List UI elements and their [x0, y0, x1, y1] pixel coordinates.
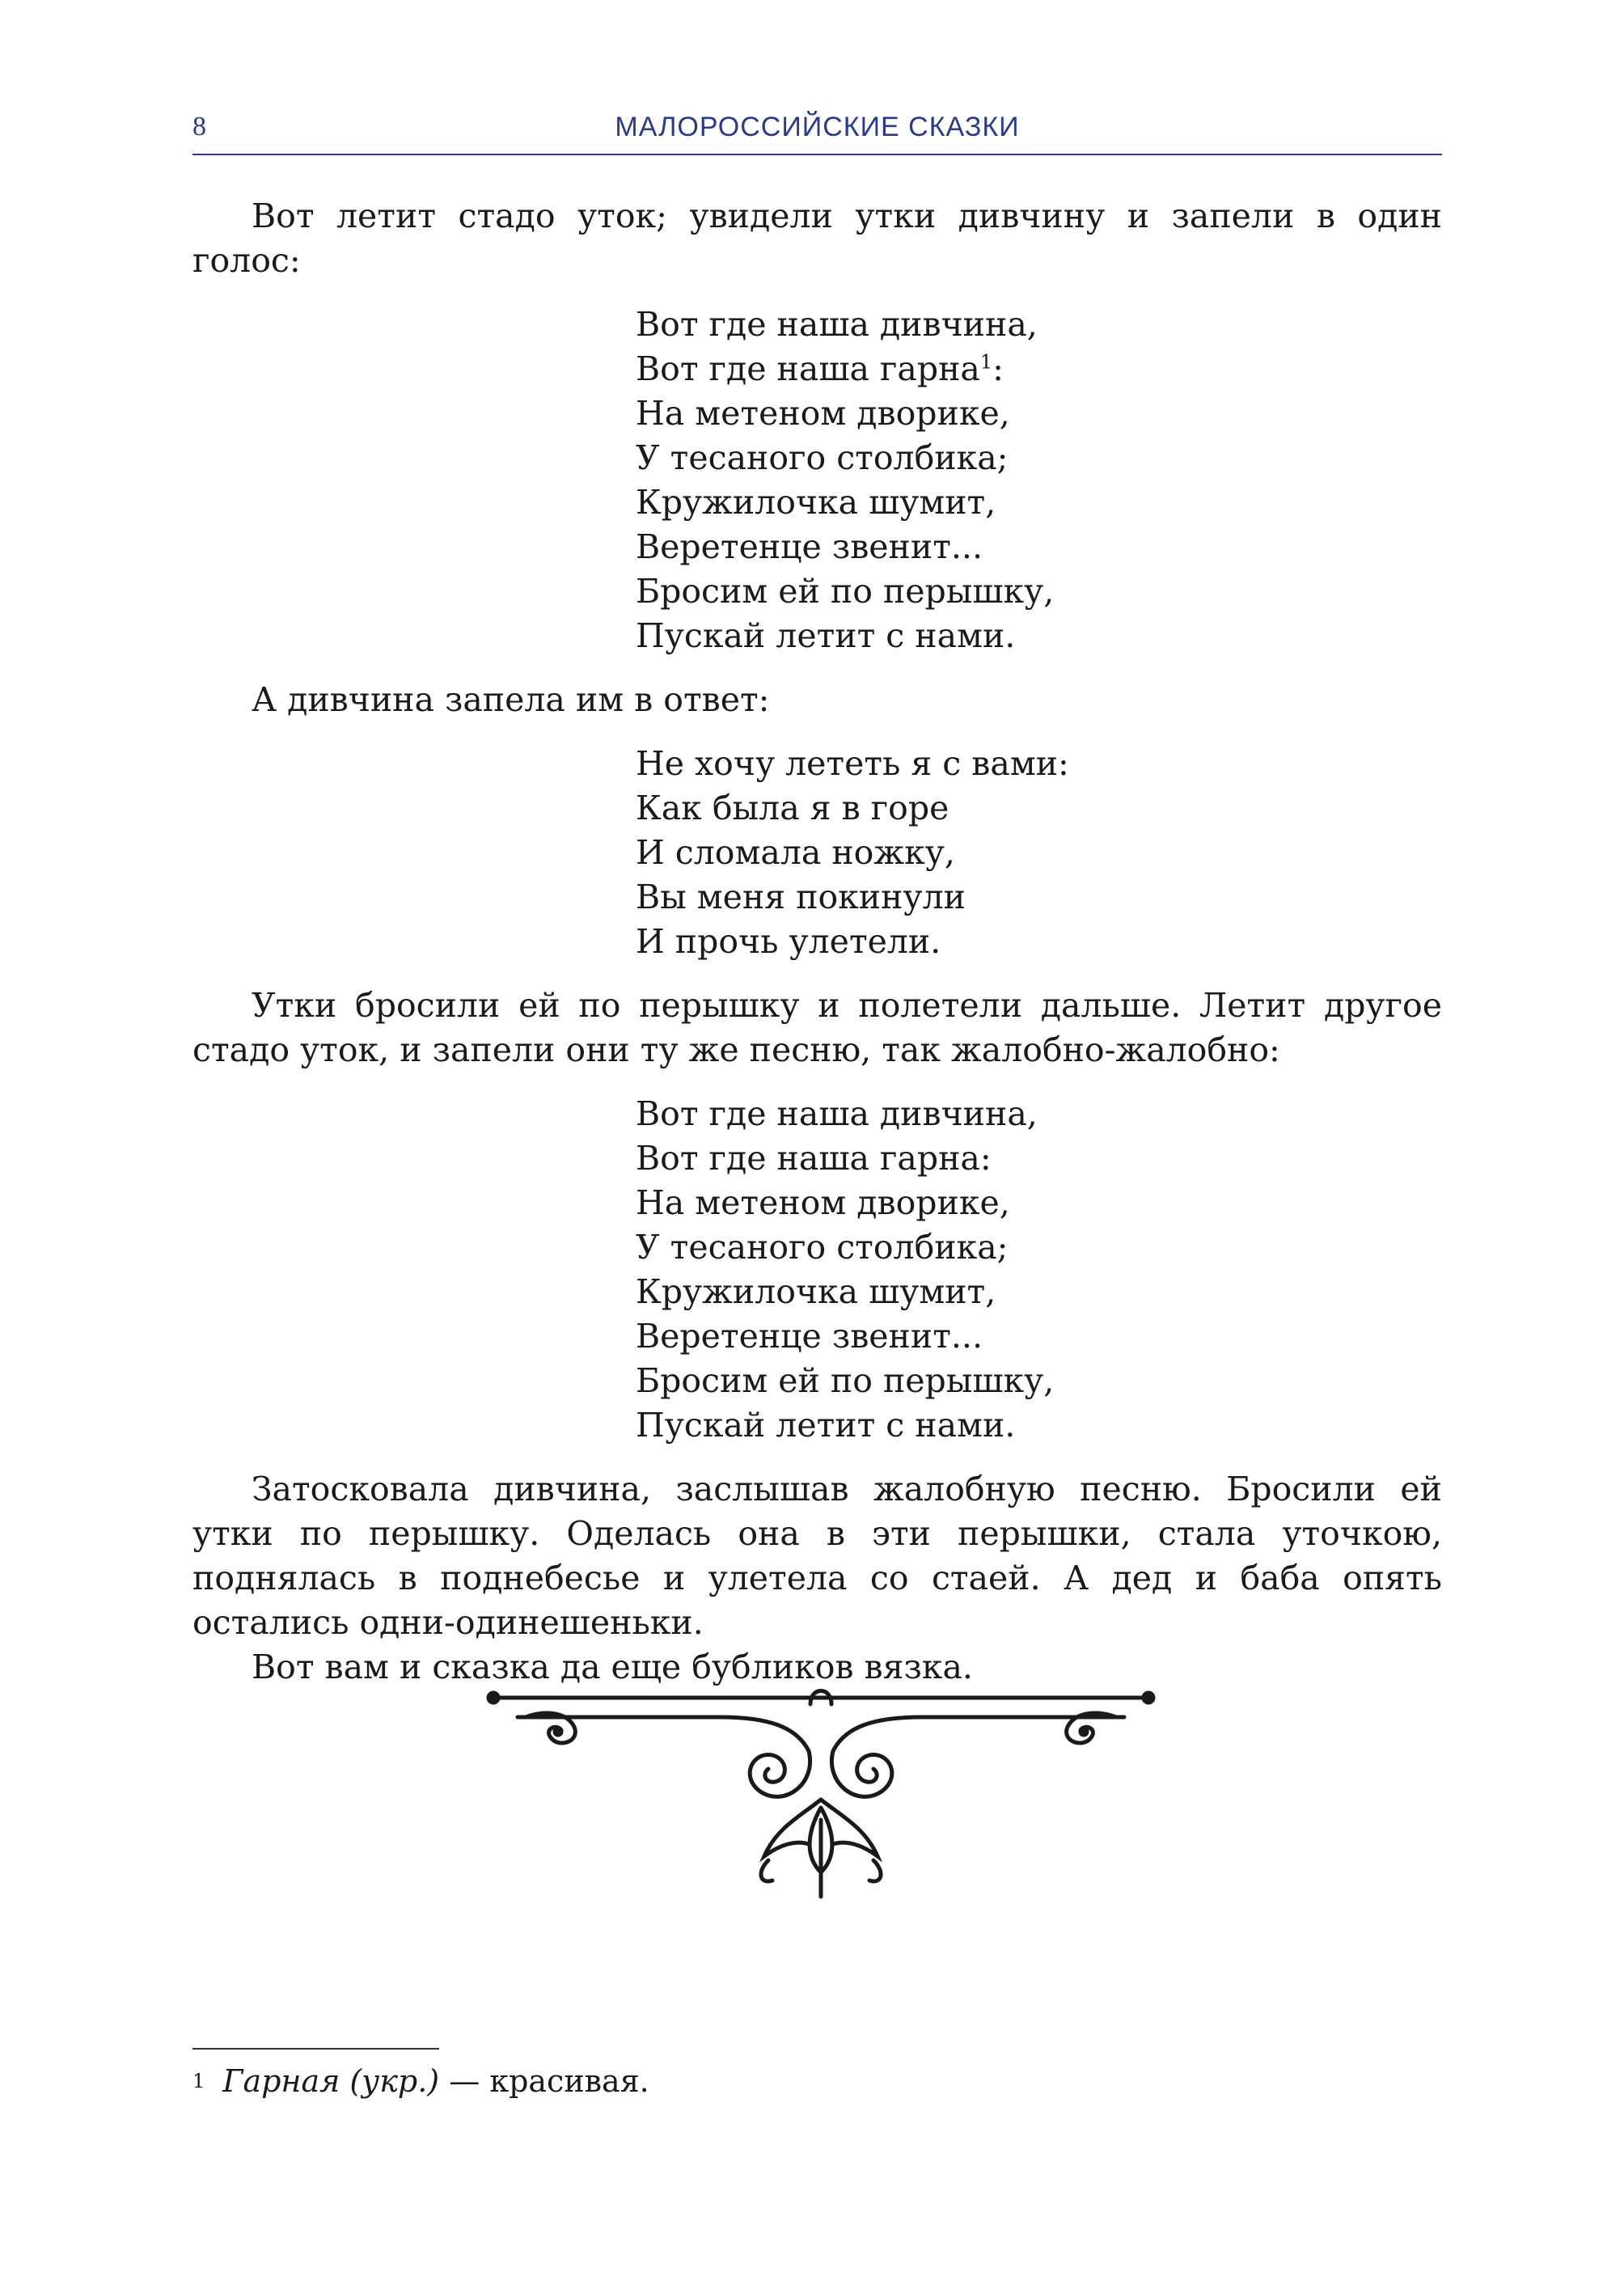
verse-line-punct: :: [992, 349, 1004, 388]
verse-line: Бросим ей по перышку,: [636, 1361, 1055, 1400]
page-number: 8: [192, 112, 206, 142]
verse-line: И сломала ножку,: [636, 833, 955, 872]
page-body: [192, 194, 1442, 1690]
verse-3: [636, 1092, 1442, 1448]
verse-line: Пускай летит с нами.: [636, 1406, 1016, 1445]
verse-line: Не хочу лететь я с вами:: [636, 744, 1069, 783]
verse-line: Вот где наша дивчина,: [636, 1094, 1038, 1133]
verse-1: [636, 302, 1442, 658]
verse-line: [636, 347, 1442, 391]
footnote-term: Гарная (укр.): [222, 2063, 440, 2099]
footnote-text: — красивая.: [449, 2063, 649, 2099]
verse-line: Вот где наша гарна:: [636, 1139, 992, 1178]
verse-line: И прочь улетели.: [636, 922, 941, 961]
verse-line: У тесаного столбика;: [636, 1228, 1009, 1267]
verse-2: [636, 742, 1442, 964]
footnote: [192, 2061, 649, 2101]
verse-line: Пускай летит с нами.: [636, 616, 1016, 655]
ornament-icon: [477, 1678, 1165, 1905]
running-title: МАЛОРОССИЙСКИЕ СКАЗКИ: [615, 112, 1020, 142]
verse-line: На метеном дворике,: [636, 1183, 1010, 1222]
paragraph-1: Вот летит стадо уток; увидели утки дивчину и запели в один голос:: [192, 197, 1442, 280]
footnote-reference[interactable]: 1: [979, 350, 993, 374]
running-header: [192, 112, 1442, 155]
verse-line: Веретенце звенит...: [636, 527, 983, 566]
verse-line: На метеном дворике,: [636, 394, 1010, 433]
verse-line: Вот где наша дивчина,: [636, 305, 1038, 344]
paragraph-3: Утки бросили ей по перышку и полетели дальше. Летит другое стадо уток, и запели они ту же песню, так жалобно-жалобно:: [192, 986, 1442, 1069]
verse-line-text: Вот где наша гарна: [636, 349, 980, 388]
footnote-mark: 1: [192, 2070, 205, 2092]
paragraph-2: А дивчина запела им в ответ:: [252, 680, 770, 719]
verse-line: У тесаного столбика;: [636, 438, 1009, 477]
paragraph-5: Вот вам и сказка да еще бубликов вязка.: [252, 1648, 973, 1686]
verse-line: Бросим ей по перышку,: [636, 572, 1055, 611]
paragraph-4: Затосковала дивчина, заслышав жалобную песню. Бросили ей утки по перышку. Оделась она в эти перышки, стала уточкою, поднялась в поднебесье и улетела со стаей. А дед и баба опять остались одни-одинешеньки.: [192, 1470, 1442, 1642]
footnote-divider: [192, 2048, 439, 2050]
verse-line: Кружилочка шумит,: [636, 483, 996, 522]
verse-line: Как была я в горе: [636, 789, 949, 827]
verse-line: Вы меня покинули: [636, 878, 966, 916]
verse-line: Кружилочка шумит,: [636, 1272, 996, 1311]
verse-line: Веретенце звенит...: [636, 1317, 983, 1356]
